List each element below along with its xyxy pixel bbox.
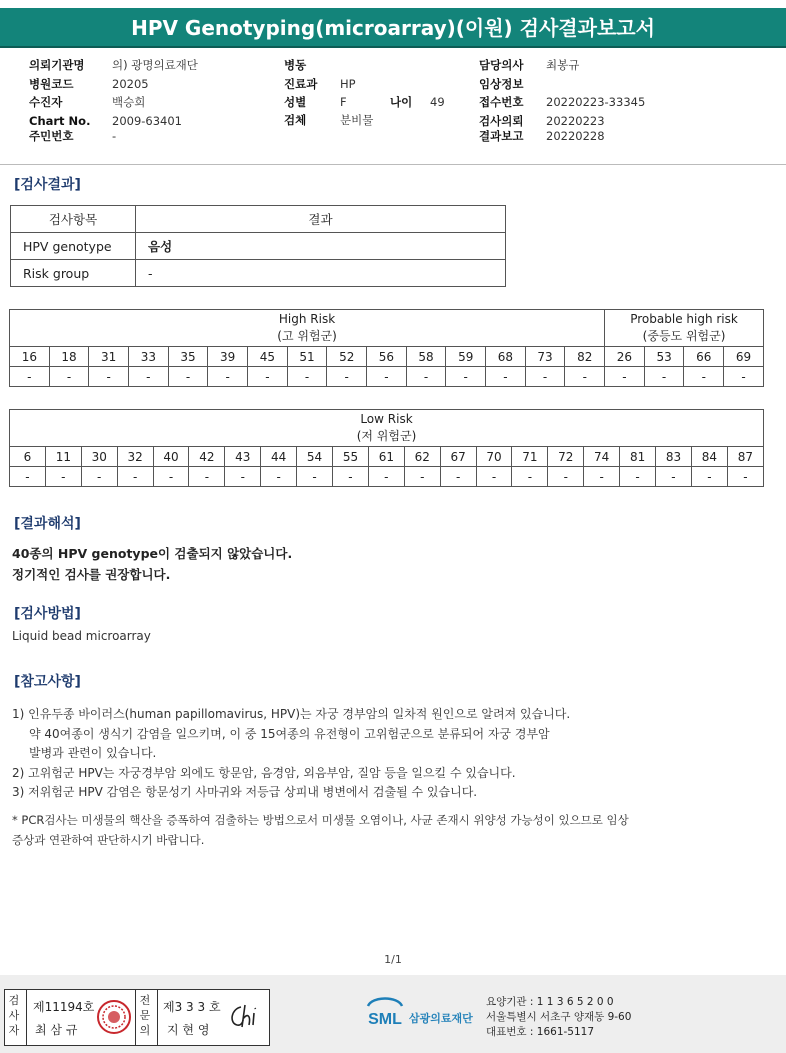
genotype-cell: 72	[548, 447, 584, 467]
genotype-cell: 70	[476, 447, 512, 467]
header-col-2	[284, 56, 445, 129]
genotype-result-cell: -	[261, 467, 297, 487]
genotype-result-cell: -	[117, 467, 153, 487]
specialist-label: 전문의	[139, 994, 151, 1037]
genotype-result-cell: -	[248, 367, 288, 387]
genotype-result-cell: -	[367, 367, 407, 387]
genotype-result-cell: -	[691, 467, 727, 487]
handwritten-signature	[227, 1001, 265, 1033]
request-date-label: 검사의뢰	[479, 113, 524, 128]
sml-mark-text: SML	[368, 1011, 402, 1028]
header-col-1	[29, 56, 198, 146]
low-risk-header	[10, 410, 764, 447]
note-1a: 1) 인유두종 바이러스(human papillomavirus, HPV)는 자궁 경부암의 일차적 원인으로 알려져 있습니다.	[12, 707, 571, 721]
genotype-result-cell: -	[129, 367, 169, 387]
genotype-cell: 84	[691, 447, 727, 467]
low-risk-title: Low Risk	[360, 412, 413, 426]
pcr-note	[12, 811, 629, 850]
genotype-cell: 31	[89, 347, 129, 367]
genotype-result-cell: -	[512, 467, 548, 487]
section-notes-title: [참고사항]	[14, 674, 81, 690]
request-org-label: 의뢰기관명	[29, 58, 85, 72]
result-item: Risk group	[11, 260, 136, 287]
doctor-label: 담당의사	[479, 58, 524, 72]
specialist-name: 지 현 영	[167, 1023, 210, 1037]
specimen-label: 검체	[284, 112, 307, 127]
genotype-result-cell: -	[476, 467, 512, 487]
genotype-cell: 67	[440, 447, 476, 467]
genotype-result-cell: -	[644, 367, 684, 387]
genotype-result-cell: -	[404, 467, 440, 487]
sml-logo-mark	[364, 994, 406, 1030]
genotype-cell: 66	[684, 347, 724, 367]
genotype-result-cell: -	[49, 367, 89, 387]
interpretation-line-2: 정기적인 검사를 권장합니다.	[12, 567, 171, 582]
genotype-cell: 61	[368, 447, 404, 467]
specimen: 분비물	[340, 112, 374, 127]
high-risk-header	[10, 310, 605, 347]
resident-number: -	[112, 129, 117, 143]
genotype-cell: 59	[446, 347, 486, 367]
method-text: Liquid bead microarray	[12, 629, 151, 643]
genotype-cell: 54	[297, 447, 333, 467]
genotype-result-cell: -	[724, 367, 764, 387]
report-date-label: 결과보고	[479, 129, 524, 143]
genotype-result-cell: -	[89, 367, 129, 387]
notes-text	[12, 705, 570, 803]
low-risk-table	[9, 409, 764, 487]
header-col-3	[479, 56, 645, 146]
sex-label: 성별	[284, 95, 307, 109]
sex: F	[340, 95, 347, 109]
result-head-result: 결과	[136, 206, 506, 233]
genotype-result-cell: -	[189, 467, 225, 487]
genotype-cell: 55	[333, 447, 369, 467]
resident-label: 주민번호	[29, 129, 74, 143]
genotype-cell: 26	[605, 347, 645, 367]
sig-divider	[26, 990, 27, 1045]
institution-code: 요양기관 : 1 1 3 6 5 2 0 0	[486, 996, 614, 1008]
genotype-cell: 32	[117, 447, 153, 467]
high-risk-subtitle: (고 위험군)	[277, 329, 337, 343]
genotype-cell: 87	[727, 447, 763, 467]
genotype-result-cell: -	[153, 467, 189, 487]
genotype-cell: 35	[168, 347, 208, 367]
genotype-result-cell: -	[45, 467, 81, 487]
phone-line: 대표번호 : 1661-5117	[486, 1026, 595, 1038]
genotype-result-cell: -	[225, 467, 261, 487]
dept-label: 진료과	[284, 76, 318, 91]
specialist-number: 제3 3 3 호	[163, 1000, 221, 1014]
low-results-row	[10, 467, 764, 487]
doctor: 최봉규	[546, 58, 580, 72]
section-result-title: [검사결과]	[14, 177, 81, 193]
genotype-cell: 62	[404, 447, 440, 467]
genotype-result-cell: -	[565, 367, 605, 387]
probable-high-risk-subtitle: (중등도 위험군)	[642, 329, 726, 343]
section-method-title: [검사방법]	[14, 606, 81, 622]
genotype-cell: 52	[327, 347, 367, 367]
chart-label: Chart No.	[29, 113, 91, 128]
genotype-cell: 81	[620, 447, 656, 467]
note-2: 2) 고위험군 HPV는 자궁경부암 외에도 항문암, 음경암, 외음부암, 질암 등을 일으킬 수 있습니다.	[12, 765, 516, 780]
genotype-cell: 74	[584, 447, 620, 467]
genotype-cell: 33	[129, 347, 169, 367]
genotype-result-cell: -	[446, 367, 486, 387]
section-interpretation-title: [결과해석]	[14, 516, 81, 532]
result-table	[10, 205, 506, 287]
probable-high-risk-header	[605, 310, 764, 347]
genotype-result-cell: -	[584, 467, 620, 487]
clinical-label: 임상정보	[479, 76, 524, 91]
probable-high-risk-title: Probable high risk	[630, 312, 738, 326]
logo-org-name: 삼광의료재단	[409, 1012, 473, 1025]
high-results-row	[10, 367, 764, 387]
result-value: 음성	[136, 233, 506, 260]
sig-divider	[135, 990, 136, 1045]
result-item: HPV genotype	[11, 233, 136, 260]
genotype-result-cell: -	[368, 467, 404, 487]
genotype-cell: 58	[406, 347, 446, 367]
high-risk-title: High Risk	[278, 312, 336, 326]
address-line: 서울특별시 서초구 양재동 9-60	[486, 1011, 632, 1023]
genotype-result-cell: -	[605, 367, 645, 387]
sig-divider	[157, 990, 158, 1045]
report-date: 20220228	[546, 129, 605, 143]
table-row	[11, 233, 506, 260]
footer-address	[486, 995, 631, 1040]
seal-stamp	[96, 999, 132, 1035]
signature-box	[4, 989, 270, 1046]
receipt-label: 접수번호	[479, 95, 524, 109]
low-risk-subtitle: (저 위험군)	[356, 429, 417, 443]
tester-label: 검사자	[8, 994, 20, 1037]
age-label: 나이	[390, 95, 413, 109]
genotype-cell: 30	[81, 447, 117, 467]
genotype-result-cell: -	[327, 367, 367, 387]
genotype-cell: 69	[724, 347, 764, 367]
genotype-cell: 42	[189, 447, 225, 467]
header-divider	[0, 164, 786, 165]
genotype-result-cell: -	[287, 367, 327, 387]
interpretation-line-1: 40종의 HPV genotype이 검출되지 않았습니다.	[12, 546, 293, 561]
patient-label: 수진자	[29, 95, 63, 109]
high-risk-table	[9, 309, 764, 387]
genotype-result-cell: -	[81, 467, 117, 487]
genotype-result-cell: -	[525, 367, 565, 387]
tester-name: 최 삼 규	[35, 1023, 78, 1037]
low-types-row	[10, 447, 764, 467]
genotype-result-cell: -	[486, 367, 526, 387]
note-3: 3) 저위험군 HPV 감염은 항문성기 사마귀와 저등급 상피내 병변에서 검출될 수 있습니다.	[12, 785, 478, 799]
high-types-row	[10, 347, 764, 367]
genotype-result-cell: -	[297, 467, 333, 487]
result-head-item: 검사항목	[11, 206, 136, 233]
genotype-result-cell: -	[684, 367, 724, 387]
genotype-cell: 11	[45, 447, 81, 467]
genotype-result-cell: -	[548, 467, 584, 487]
request-date: 20220223	[546, 113, 605, 128]
genotype-cell: 44	[261, 447, 297, 467]
genotype-cell: 73	[525, 347, 565, 367]
pcr-note-2: 증상과 연관하여 판단하시기 바랍니다.	[12, 832, 205, 847]
interpretation-text	[12, 543, 292, 585]
genotype-cell: 45	[248, 347, 288, 367]
genotype-cell: 83	[656, 447, 692, 467]
genotype-result-cell: -	[333, 467, 369, 487]
genotype-cell: 51	[287, 347, 327, 367]
ward-label: 병동	[284, 58, 307, 72]
genotype-result-cell: -	[208, 367, 248, 387]
receipt-number: 20220223-33345	[546, 95, 646, 109]
genotype-cell: 39	[208, 347, 248, 367]
genotype-cell: 40	[153, 447, 189, 467]
genotype-cell: 43	[225, 447, 261, 467]
note-1b: 약 40여종이 생식기 감염을 일으키며, 이 중 15여종의 유전형이 고위험군으로 분류되어 자궁 경부암	[29, 726, 550, 741]
genotype-result-cell: -	[10, 367, 50, 387]
genotype-cell: 53	[644, 347, 684, 367]
tester-number: 제11194호	[33, 1000, 95, 1014]
genotype-result-cell: -	[620, 467, 656, 487]
note-1c: 발병과 관련이 있습니다.	[29, 746, 157, 760]
genotype-cell: 71	[512, 447, 548, 467]
result-value: -	[136, 260, 506, 287]
genotype-result-cell: -	[656, 467, 692, 487]
genotype-result-cell: -	[10, 467, 46, 487]
page-number: 1/1	[384, 953, 402, 966]
genotype-result-cell: -	[406, 367, 446, 387]
chart-number: 2009-63401	[112, 113, 182, 128]
genotype-cell: 56	[367, 347, 407, 367]
pcr-note-1: * PCR검사는 미생물의 핵산을 증폭하여 검출하는 방법으로서 미생물 오염이나, 사균 존재시 위양성 가능성이 있으므로 임상	[12, 813, 629, 827]
hospital-code-label: 병원코드	[29, 76, 74, 91]
genotype-cell: 16	[10, 347, 50, 367]
genotype-cell: 6	[10, 447, 46, 467]
genotype-result-cell: -	[440, 467, 476, 487]
genotype-cell: 82	[565, 347, 605, 367]
patient-name: 백승희	[112, 95, 146, 109]
report-title: HPV Genotyping(microarray)(이원) 검사결과보고서	[0, 8, 786, 48]
genotype-cell: 18	[49, 347, 89, 367]
request-org: 의) 광명의료재단	[112, 58, 198, 72]
genotype-result-cell: -	[727, 467, 763, 487]
age: 49	[430, 95, 445, 109]
dept: HP	[340, 76, 356, 91]
genotype-cell: 68	[486, 347, 526, 367]
genotype-result-cell: -	[168, 367, 208, 387]
hospital-code: 20205	[112, 76, 149, 91]
table-row	[11, 260, 506, 287]
